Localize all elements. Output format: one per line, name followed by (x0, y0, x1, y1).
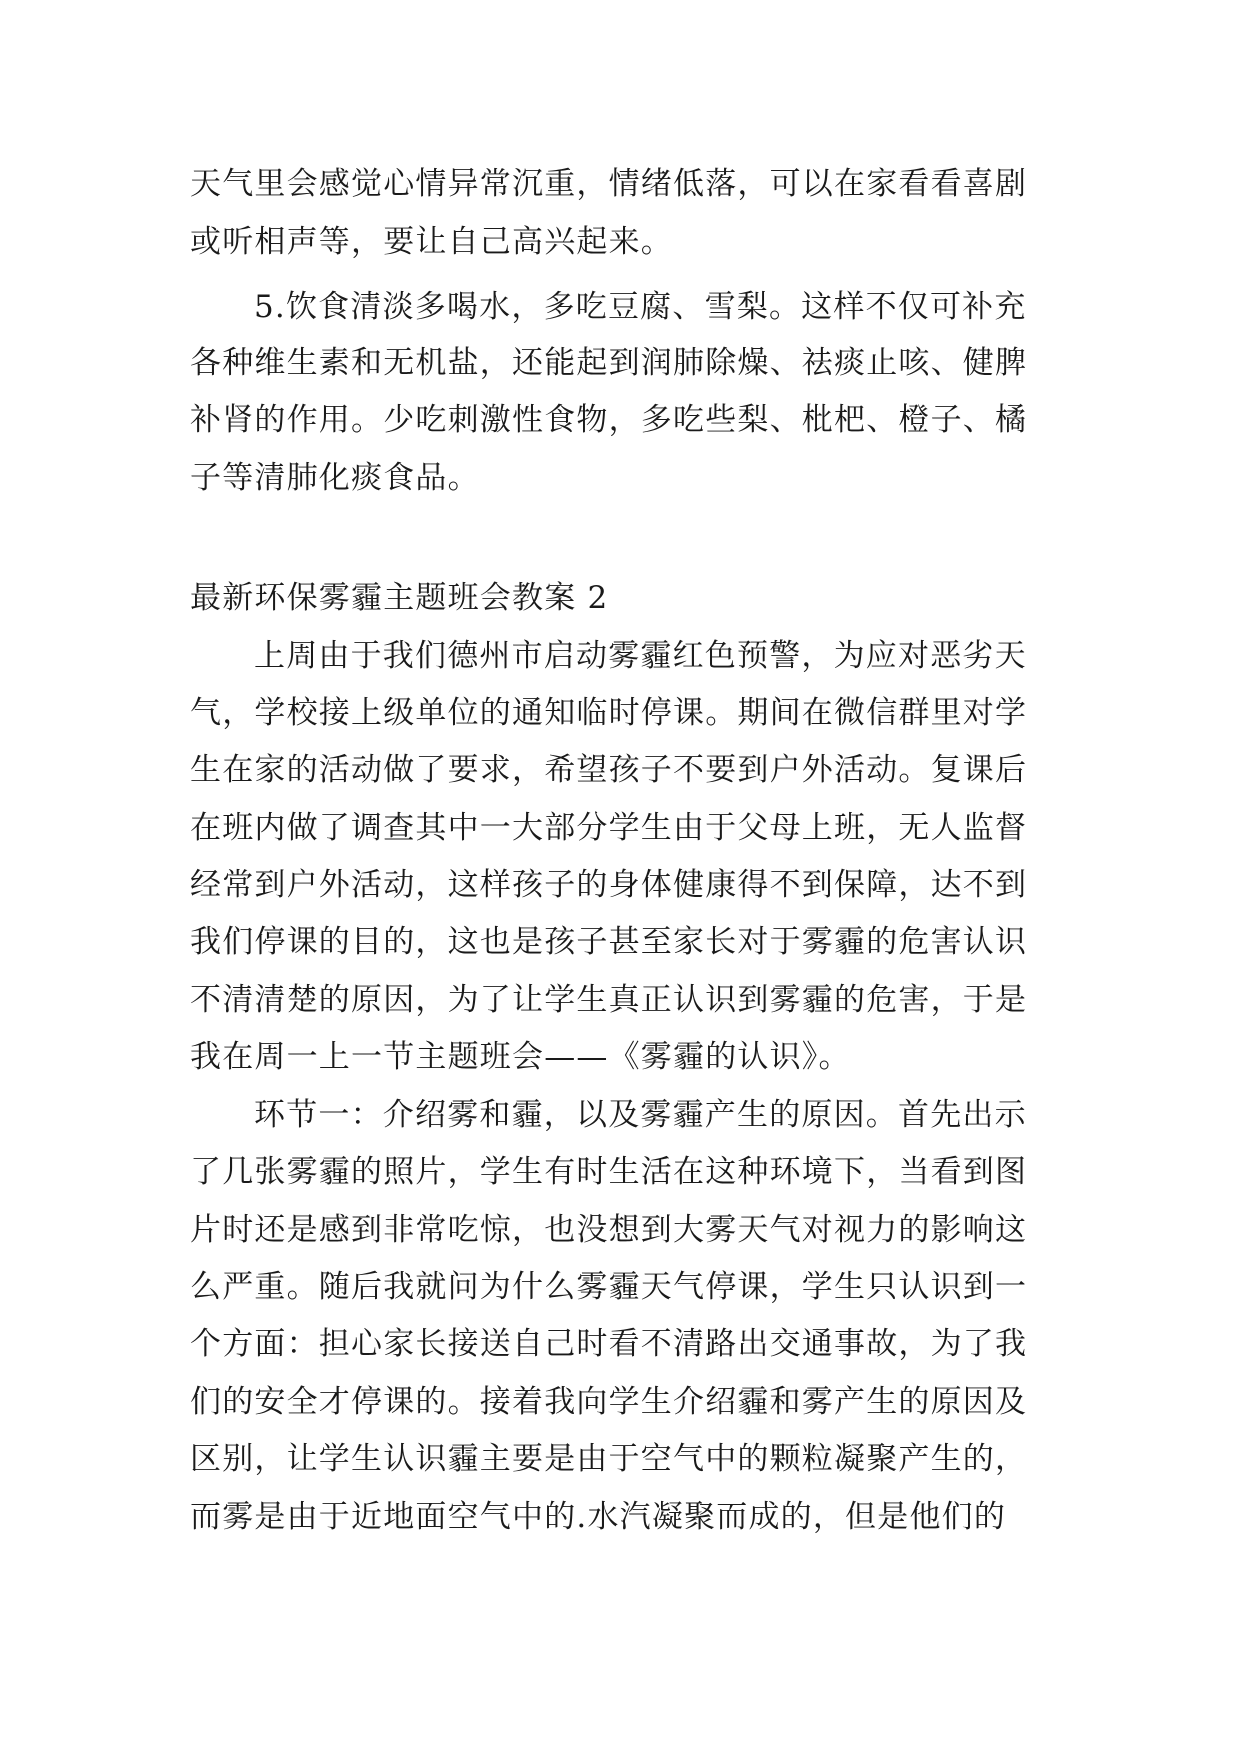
text-line: 我在周一上一节主题班会——《雾霾的认识》。 (190, 1039, 851, 1075)
text-line: 天气里会感觉心情异常沉重，情绪低落，可以在家看看喜剧 (190, 166, 1028, 202)
text-line: 个方面：担心家长接送自己时看不清路出交通事故，为了我 (190, 1326, 1028, 1362)
text-line: 上周由于我们德州市启动雾霾红色预警，为应对恶劣天 (254, 638, 1027, 674)
text-line: 子等清肺化痰食品。 (190, 460, 480, 496)
text-line: 区别，让学生认识霾主要是由于空气中的颗粒凝聚产生的， (190, 1441, 1028, 1477)
text-line: 5.饮食清淡多喝水，多吃豆腐、雪梨。这样不仅可补充 (254, 289, 1027, 325)
text-line: 经常到户外活动，这样孩子的身体健康得不到保障，达不到 (190, 867, 1028, 903)
text-line: 在班内做了调查其中一大部分学生由于父母上班，无人监督 (190, 810, 1028, 846)
text-line: 片时还是感到非常吃惊，也没想到大雾天气对视力的影响这 (190, 1212, 1028, 1248)
text-line: 环节一：介绍雾和霾，以及雾霾产生的原因。首先出示 (254, 1097, 1027, 1133)
text-line: 生在家的活动做了要求，希望孩子不要到户外活动。复课后 (190, 752, 1028, 788)
text-line: 或听相声等，要让自己高兴起来。 (190, 224, 673, 260)
text-line: 们的安全才停课的。接着我向学生介绍霾和雾产生的原因及 (190, 1384, 1028, 1420)
text-line: 各种维生素和无机盐，还能起到润肺除燥、祛痰止咳、健脾 (190, 345, 1028, 381)
text-line: 不清清楚的原因，为了让学生真正认识到雾霾的危害，于是 (190, 982, 1028, 1018)
section-title: 最新环保雾霾主题班会教案 2 (190, 580, 609, 616)
text-line: 了几张雾霾的照片，学生有时生活在这种环境下，当看到图 (190, 1154, 1028, 1190)
text-line: 么严重。随后我就问为什么雾霾天气停课，学生只认识到一 (190, 1269, 1028, 1305)
text-line: 补肾的作用。少吃刺激性食物，多吃些梨、枇杷、橙子、橘 (190, 402, 1028, 438)
text-line: 而雾是由于近地面空气中的.水汽凝聚而成的，但是他们的 (190, 1499, 1007, 1535)
text-line: 气，学校接上级单位的通知临时停课。期间在微信群里对学 (190, 695, 1028, 731)
text-line: 我们停课的目的，这也是孩子甚至家长对于雾霾的危害认识 (190, 924, 1028, 960)
